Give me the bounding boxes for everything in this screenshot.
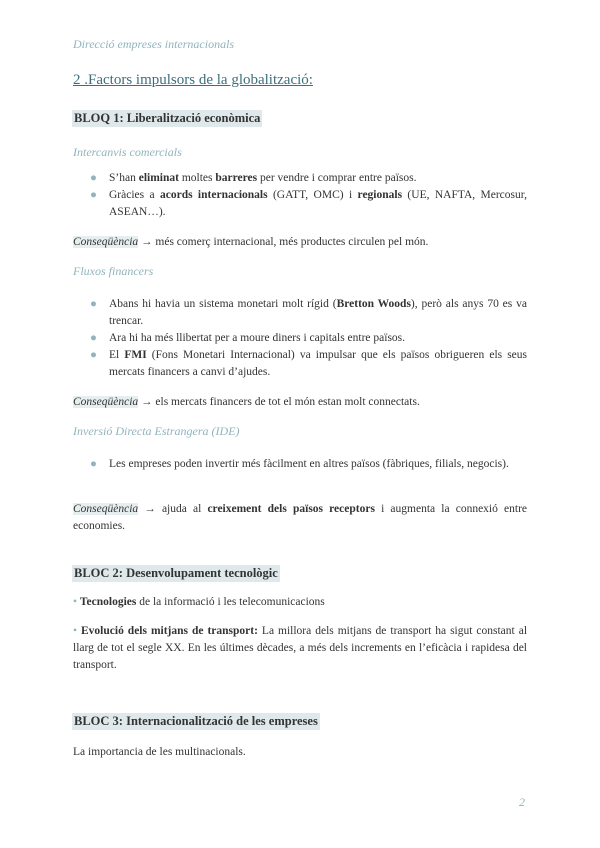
bullet-icon: ● xyxy=(90,189,97,201)
bullet-icon: ● xyxy=(90,458,97,470)
ide-consequence: Conseqüència → ajuda al creixement dels països receptors i augmenta la connexió entre economies. xyxy=(73,503,528,532)
list-item: ● Ara hi ha més llibertat per a moure diners i capitals entre països. xyxy=(90,330,527,347)
bloc3-heading: BLOC 3: Internacionalització de les empreses xyxy=(74,714,318,728)
bloc2-item-transport: • Evolució dels mitjans de transport: La millora dels mitjans de transport ha sigut constant al llarg de tot el segle XX. En les últimes dècades, a més dels increments en l’eficàcia i rapidesa del transport. xyxy=(73,625,528,671)
list-item: ● Gràcies a acords internacionals (GATT, OMC) i regionals (UE, NAFTA, Mercosur, ASEAN…). xyxy=(90,189,527,218)
bullet-icon: • xyxy=(73,625,78,637)
running-header: Direcció empreses internacionals xyxy=(73,37,235,51)
list-item: ● El FMI (Fons Monetari Internacional) va impulsar que els països obrigueren els seus mercats financers a canvi d’ajudes. xyxy=(90,349,527,378)
bloc3-text: La importancia de les multinacionals. xyxy=(73,746,246,758)
fluxos-list xyxy=(90,296,527,381)
bullet-icon: ● xyxy=(90,298,97,310)
list-item: ● S’han eliminat moltes barreres per vendre i comprar entre països. xyxy=(90,170,527,187)
fluxos-heading: Fluxos financers xyxy=(73,264,154,278)
section-heading: 2 .Factors impulsors de la globalització: xyxy=(73,72,313,88)
bullet-icon: • xyxy=(73,596,78,608)
bullet-icon: ● xyxy=(90,332,97,344)
bullet-icon: ● xyxy=(90,172,97,184)
list-item: ● Abans hi havia un sistema monetari molt rígid (Bretton Woods), però als anys 70 es va trencar. xyxy=(90,298,527,327)
intercanvis-heading: Intercanvis comercials xyxy=(73,145,182,159)
bloc1-heading: BLOQ 1: Liberalització econòmica xyxy=(74,111,261,125)
ide-heading: Inversió Directa Estrangera (IDE) xyxy=(73,424,240,438)
fluxos-consequence: Conseqüència → els mercats financers de tot el món estan molt connectats. xyxy=(73,396,420,408)
intercanvis-list xyxy=(90,170,527,221)
intercanvis-consequence: Conseqüència → més comerç internacional, més productes circulen pel món. xyxy=(73,236,429,248)
bloc2-heading: BLOC 2: Desenvolupament tecnològic xyxy=(74,566,278,580)
page-number: 2 xyxy=(519,795,525,809)
bullet-icon: ● xyxy=(90,349,97,361)
list-item: ● Les empreses poden invertir més fàcilment en altres països (fàbriques, filials, negocis). xyxy=(90,456,527,473)
ide-list xyxy=(90,456,527,473)
bloc2-item-technologies: • Tecnologies de la informació i les telecomunicacions xyxy=(73,596,325,608)
